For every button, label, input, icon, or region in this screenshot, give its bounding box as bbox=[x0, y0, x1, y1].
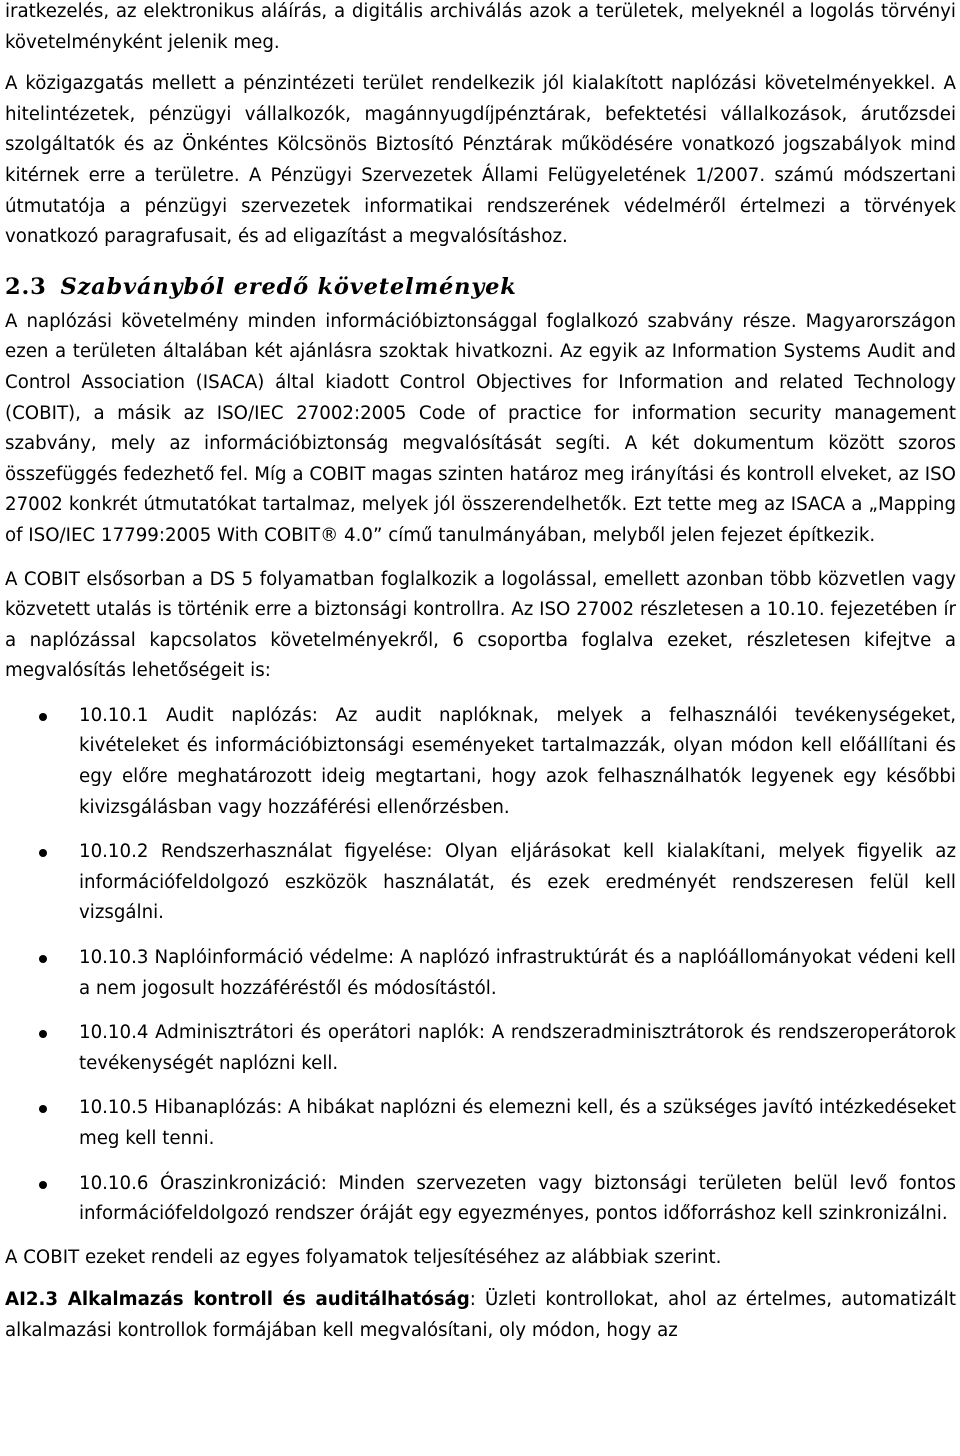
section-title: Szabványból eredő követelmények bbox=[60, 273, 517, 300]
list-item-text: 10.10.6 Óraszinkronizáció: Minden szervezeten vagy biztonsági területen belül levő fontos információfeldolgozó rendszer óráját egy egyezményes, pontos időforráshoz kell szinkronizálni. bbox=[79, 1172, 956, 1225]
list-item bbox=[5, 943, 956, 1004]
list-item bbox=[5, 837, 956, 929]
requirements-list bbox=[5, 701, 956, 1230]
ai-item-text: Üzleti kontrollokat, ahol az értelmes, automatizált alkalmazási kontrollok formájában kell megvalósítani, oly módon, hogy az bbox=[5, 1289, 956, 1341]
bullet-icon bbox=[39, 713, 47, 721]
list-item-text: 10.10.3 Naplóinformáció védelme: A naplózó infrastruktúrát és a naplóállományokat védeni kell a nem jogosult hozzáféréstől és módosítástól. bbox=[79, 947, 956, 999]
list-item bbox=[5, 1018, 956, 1079]
paragraph-cobit-iso: A COBIT elsősorban a DS 5 folyamatban foglalkozik a logolással, emellett azonban több közvetlen vagy közvetett utalás is történik erre a biztonsági kontrollra. Az ISO 27002 részletesen a 10.10. fejezetében ír a naplózással kapcsolatos követelményekről, 6 csoportba foglalva ezeket, részletesen kifejtve a megvalósítás lehetőségeit is: bbox=[5, 568, 956, 682]
list-item bbox=[5, 1093, 956, 1154]
ai-item-separator: : bbox=[469, 1289, 476, 1311]
paragraph-financial-sector: A közigazgatás mellett a pénzintézeti terület rendelkezik jól kialakított naplózási követelményekkel. A hitelintézetek, pénzügyi vállalkozók, magánnyugdíjpénztárak, befektetési vállalkozások, árutőzsdei szolgáltatók és az Önkéntes Kölcsönös Biztosító Pénztárak működésére vonatkozó jogszabályok mind kitérnek erre a területre. A Pénzügyi Szervezetek Állami Felügyeletének 1/2007. számú módszertani útmutatója a pénzügyi szervezetek informatikai rendszerének védelméről értelmezi a törvények vonatkozó paragrafusait, és ad eligazítást a megvalósításhoz. bbox=[5, 73, 956, 248]
document-page bbox=[5, 0, 956, 1347]
section-heading bbox=[5, 272, 956, 302]
paragraph-standards: A naplózási követelmény minden információbiztonsággal foglalkozó szabvány része. Magyarországon ezen a területen általában két ajánlásra szoktak hivatkozni. Az egyik az Information Systems Audit and Control Association (ISACA) által kiadott Control Objectives for Information and related Technology (COBIT), a másik az ISO/IEC 27002:2005 Code of practice for information security management szabvány, mely az információbiztonság megvalósítását segíti. A két dokumentum között szoros összefüggés fedezhető fel. Míg a COBIT magas szinten határoz meg irányítási és kontroll elveket, az ISO 27002 konkrét útmutatókat tartalmaz, melyek jól összerendelhetők. Ezt tette meg az ISACA a „Mapping of ISO/IEC 17799:2005 With COBIT® 4.0” című tanulmányában, melyből jelen fejezet építkezik. bbox=[5, 310, 956, 546]
list-item-text: 10.10.2 Rendszerhasználat figyelése: Olyan eljárásokat kell kialakítani, melyek figyelik az információfeldolgozó eszközök használatát, és ezek eredményét rendszeresen felül kell vizsgálni. bbox=[79, 841, 956, 924]
bullet-icon bbox=[39, 955, 47, 963]
bullet-icon bbox=[39, 1030, 47, 1038]
list-item-text: 10.10.1 Audit naplózás: Az audit naplóknak, melyek a felhasználói tevékenységeket, kivételeket és információbiztonsági eseményeket tartalmazzák, olyan módon kell előállítani és egy előre meghatározott ideig megtartani, hogy azok felhasználhatók legyenek egy későbbi kivizsgálásban vagy hozzáférési ellenőrzésben. bbox=[79, 704, 956, 818]
paragraph-ai-item bbox=[5, 1285, 956, 1346]
paragraph-legal-areas: iratkezelés, az elektronikus aláírás, a digitális archiválás azok a területek, melyeknél a logolás törvényi követelményként jelenik meg. bbox=[5, 1, 956, 53]
ai-item-label: AI2.3 Alkalmazás kontroll és auditálhatóság bbox=[5, 1289, 470, 1311]
list-item bbox=[5, 701, 956, 823]
section-number: 2.3 bbox=[5, 273, 47, 300]
paragraph-cobit-mapping: A COBIT ezeket rendeli az egyes folyamatok teljesítéséhez az alábbiak szerint. bbox=[5, 1246, 722, 1268]
bullet-icon bbox=[39, 1181, 47, 1189]
bullet-icon bbox=[39, 849, 47, 857]
list-item-text: 10.10.5 Hibanaplózás: A hibákat naplózni és elemezni kell, és a szükséges javító intézkedéseket meg kell tenni. bbox=[79, 1097, 956, 1149]
list-item-text: 10.10.4 Adminisztrátori és operátori naplók: A rendszeradminisztrátorok és rendszeroperátorok tevékenységét naplózni kell. bbox=[79, 1022, 956, 1074]
bullet-icon bbox=[39, 1105, 47, 1113]
list-item bbox=[5, 1169, 956, 1230]
